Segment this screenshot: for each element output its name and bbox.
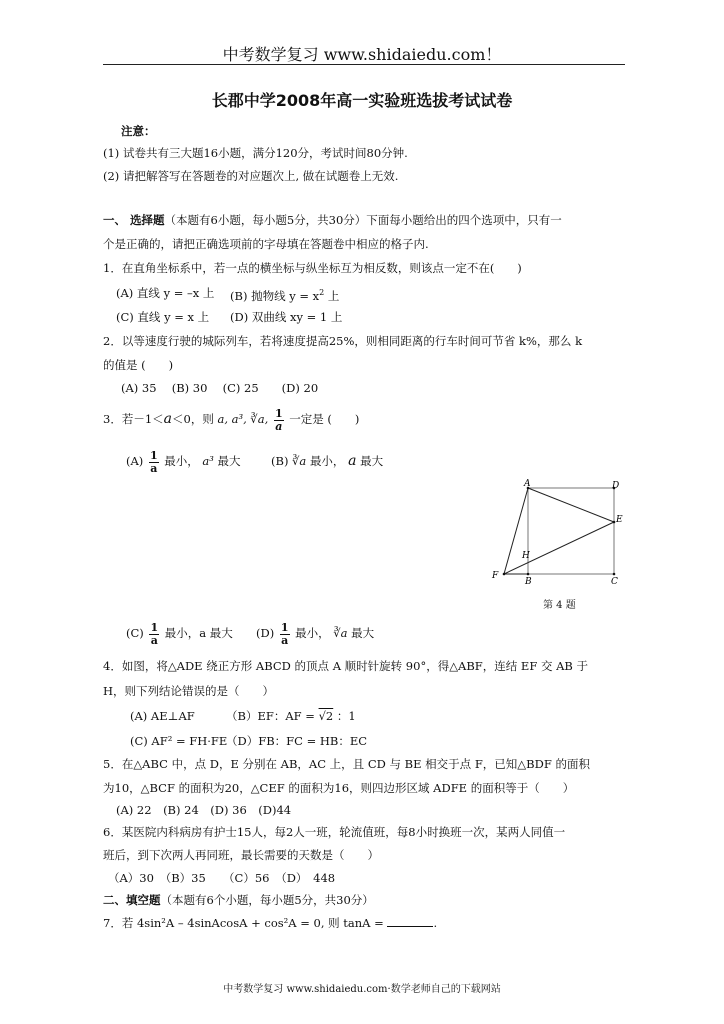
q2-stem-2: 的值是 ( ) — [103, 358, 174, 372]
q4-option-d: （D）FB：FC = HB：EC — [226, 734, 368, 748]
q5-stem-1: 5．在△ABC 中，点 D，E 分别在 AB，AC 上，且 CD 与 BE 相交于点 F，已知△BDF 的面积 — [103, 757, 590, 771]
exam-title: 长郡中学2008年高一实验班选拔考试试卷 — [211, 91, 513, 110]
q3-option-b: (B) ∛a 最小， a 最大 — [271, 453, 384, 469]
section1-intro-a: （本题有6小题，每小题5分，共30分）下面每小题给出的四个选项中，只有一 — [164, 213, 562, 227]
label-c: C — [611, 577, 618, 586]
notice-line-2: (2) 请把解答写在答题卷的对应题次上, 做在试题卷上无效. — [103, 169, 399, 183]
q1-option-b: (B) 抛物线 $y = x^2$ 上 — [230, 288, 340, 303]
q7-answer-blank — [387, 926, 433, 927]
section1-heading: 一、 选择题 — [103, 213, 165, 227]
point-c — [613, 573, 616, 576]
q5-stem-2: 为10，△BCF 的面积为20，△CEF 的面积为16，则四边形区域 ADFE 的面积等于（ ） — [103, 781, 575, 795]
section2-heading: 二、填空题 — [103, 893, 161, 907]
label-e: E — [616, 515, 623, 525]
segment-af — [504, 488, 528, 574]
label-d: D — [612, 481, 620, 491]
q6-options: （A）30 （B）35 （C）56 （D） 448 — [108, 871, 336, 885]
q2-options: (A) 35 (B) 30 (C) 25 (D) 20 — [121, 381, 319, 395]
section2-intro: 二、填空题（本题有6个小题，每小题5分，共30分） — [103, 893, 374, 907]
point-f — [503, 573, 506, 576]
q4-option-a: (A) AE⊥AF — [130, 709, 195, 723]
label-a: A — [524, 479, 531, 489]
q2-stem-1: 2．以等速度行驶的城际列车，若将速度提高25%，则相同距离的行车时间可节省 k%，那么 k — [103, 334, 583, 348]
q1-stem: 1．在直角坐标系中，若一点的横坐标与纵坐标互为相反数，则该点一定不在( ) — [103, 261, 522, 275]
q1-option-a: (A) 直线 y = –x 上 — [116, 286, 215, 300]
header-rule — [103, 64, 625, 65]
label-f: F — [492, 571, 499, 581]
notice-label: 注意： — [121, 124, 156, 138]
notice-line-1: (1) 试卷共有三大题16小题，满分120分，考试时间80分钟. — [103, 146, 408, 160]
section1-intro-b: 个是正确的，请把正确选项前的字母填在答题卷中相应的格子内. — [103, 237, 429, 251]
point-e — [613, 521, 616, 524]
site-header: 中考数学复习 www.shidaiedu.com！ — [222, 45, 502, 64]
point-b — [527, 573, 530, 576]
segment-ae — [528, 488, 614, 522]
q6-stem-1: 6．某医院内科病房有护士15人，每2人一班，轮流值班，每8小时换班一次，某两人同值一 — [103, 825, 566, 839]
q4-option-b: （B）EF：AF = √2 ：1 — [226, 709, 356, 723]
label-h: H — [522, 551, 530, 561]
q4-stem-2: H，则下列结论错误的是（ ） — [103, 684, 275, 698]
q4-stem-1: 4．如图，将△ADE 绕正方形 ABCD 的顶点 A 顺时针旋转 90°，得△ABF，连结 EF 交 AB 于 — [103, 659, 589, 673]
page-footer: 中考数学复习 www.shidaiedu.com·数学老师自己的下载网站 — [223, 984, 501, 995]
square-rotation-figure — [488, 476, 628, 586]
figure-caption: 第 4 题 — [543, 600, 576, 611]
q3-stem: 3．若－1＜a＜0，则 a, a³, ∛a, $\frac{1}{a}$ 一定是 ( ) — [103, 406, 360, 433]
q3-option-a: (A) $\frac{1}{a}$ 最小， a³ 最大 — [126, 448, 241, 475]
q4-option-c: (C) AF² = FH·FE — [130, 734, 228, 748]
square-abcd — [528, 488, 614, 574]
q1-option-d: (D) 双曲线 xy = 1 上 — [230, 310, 343, 324]
label-b: B — [525, 577, 532, 586]
section1-intro — [103, 213, 562, 227]
q1-option-c: (C) 直线 y = x 上 — [116, 310, 210, 324]
q3-option-d: (D) $\frac{1}{a}$ 最小， ∛a 最大 — [256, 620, 375, 647]
segment-fe — [504, 522, 614, 574]
q3-option-c: (C) $\frac{1}{a}$ 最小，a 最大 — [126, 620, 233, 647]
q6-stem-2: 班后，到下次两人再同班，最长需要的天数是（ ） — [103, 848, 379, 862]
q5-options: (A) 22 (B) 24 (D) 36 (D)44 — [116, 803, 292, 817]
q7-stem: 7．若 4sin²A – 4sinAcosA + cos²A = 0, 则 tanA = . — [103, 916, 438, 930]
